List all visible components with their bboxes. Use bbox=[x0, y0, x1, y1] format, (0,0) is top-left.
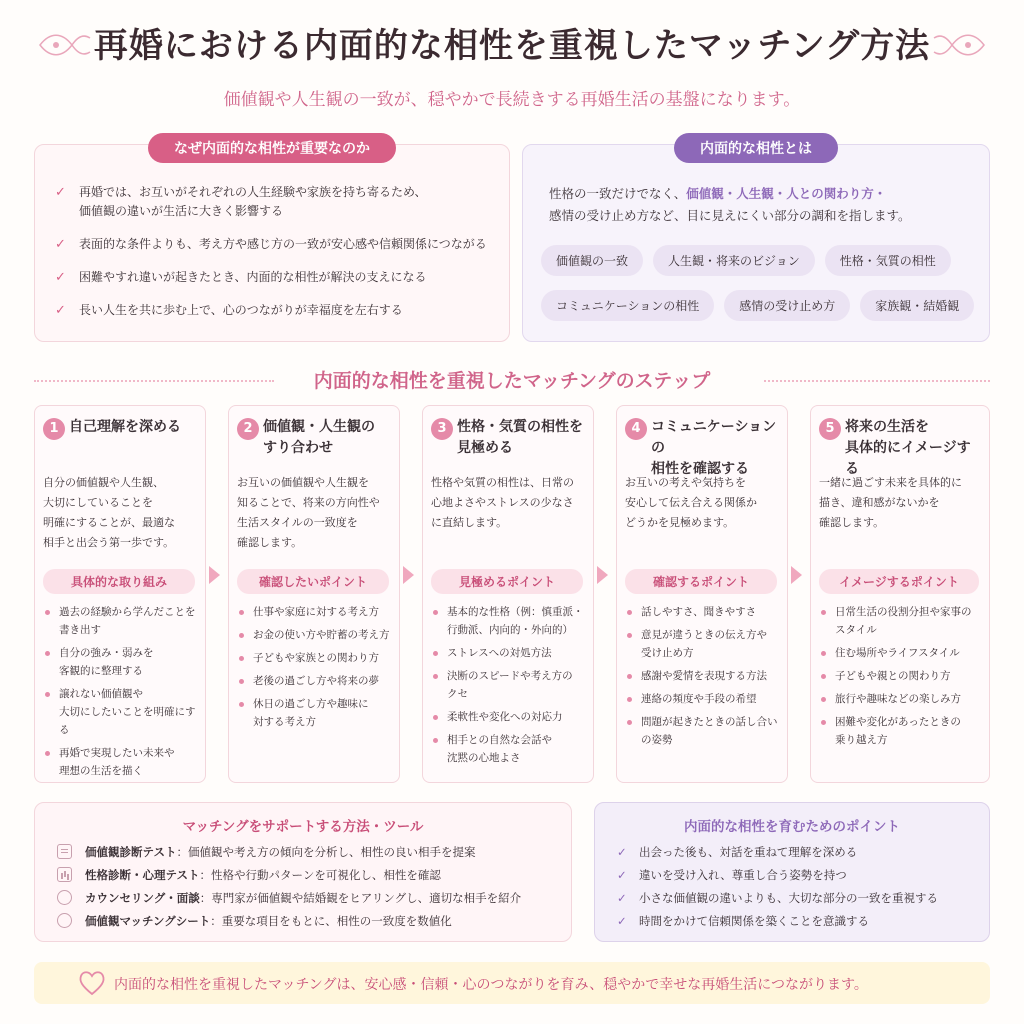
bullet-icon bbox=[239, 679, 244, 684]
arrow-right-icon bbox=[209, 566, 220, 584]
step-list bbox=[625, 603, 783, 754]
step-title: 価値観・人生観の すり合わせ bbox=[263, 419, 375, 456]
step-number-badge: 3 bbox=[431, 418, 453, 440]
step-description: 性格や気質の相性は、日常の 心地よさやストレスの少なさ に直結します。 bbox=[431, 476, 574, 529]
list-item: 話しやすさ、聞きやすさ bbox=[625, 603, 783, 621]
tools-section bbox=[34, 802, 572, 942]
list-item: 価値観診断テスト：価値観や考え方の傾向を分析し、相性の良い相手を提案 bbox=[57, 843, 563, 861]
bullet-icon bbox=[433, 674, 438, 679]
list-item: 子どもや親との関わり方 bbox=[819, 667, 985, 685]
list-item: 住む場所やライフスタイル bbox=[819, 644, 985, 662]
bullet-icon bbox=[821, 610, 826, 615]
list-item: お金の使い方や貯蓄の考え方 bbox=[237, 626, 395, 644]
chart-icon bbox=[57, 867, 72, 882]
list-item: ✓ 小さな価値観の違いよりも、大切な部分の一致を重視する bbox=[617, 891, 938, 905]
check-icon: ✓ bbox=[617, 891, 627, 905]
page-subtitle: 価値観や人生観の一致が、穏やかで長続きする再婚生活の基盤になります。 bbox=[223, 90, 801, 110]
list-item: 連絡の頻度や手段の希望 bbox=[625, 690, 783, 708]
tag-list bbox=[541, 245, 981, 321]
bullet-icon bbox=[821, 674, 826, 679]
step-title: 将来の生活を 具体的にイメージする bbox=[845, 419, 971, 477]
step-number-badge: 4 bbox=[625, 418, 647, 440]
list-item: 柔軟性や変化への対応力 bbox=[431, 708, 589, 726]
bullet-icon bbox=[627, 674, 632, 679]
step-card-2 bbox=[228, 405, 400, 783]
step-subtitle: 確認するポイント bbox=[625, 569, 777, 594]
step-list bbox=[819, 603, 985, 754]
step-list bbox=[43, 603, 201, 785]
list-item: ✓ 違いを受け入れ、尊重し合う姿勢を持つ bbox=[617, 868, 847, 882]
list-item: ✓ 再婚では、お互いがそれぞれの人生経験や家族を持ち寄るため、 価値観の違いが生活に大きく影響する bbox=[55, 185, 427, 218]
points-section bbox=[594, 802, 990, 942]
heart-icon bbox=[78, 970, 106, 996]
bullet-icon bbox=[627, 610, 632, 615]
list-item: 感謝や愛情を表現する方法 bbox=[625, 667, 783, 685]
chat-icon bbox=[57, 890, 72, 905]
check-icon: ✓ bbox=[617, 914, 627, 928]
list-item: 意見が違うときの伝え方や 受け止め方 bbox=[625, 626, 783, 662]
tools-section-title: マッチングをサポートする方法・ツール bbox=[182, 819, 424, 835]
tag-emotion: 感情の受け止め方 bbox=[724, 290, 850, 321]
list-item: 日常生活の役割分担や家事の スタイル bbox=[819, 603, 985, 639]
list-item: 仕事や家庭に対する考え方 bbox=[237, 603, 395, 621]
list-item: 問題が起きたときの話し合い の姿勢 bbox=[625, 713, 783, 749]
list-item: 性格診断・心理テスト：性格や行動パターンを可視化し、相性を確認 bbox=[57, 866, 563, 884]
list-item: 老後の過ごし方や将来の夢 bbox=[237, 672, 395, 690]
list-item: 過去の経験から学んだことを書き出す bbox=[43, 603, 201, 639]
list-item: 譲れない価値観や 大切にしたいことを明確にする bbox=[43, 685, 201, 739]
tools-list bbox=[57, 843, 563, 935]
bullet-icon bbox=[821, 651, 826, 656]
tag-personality: 性格・気質の相性 bbox=[825, 245, 951, 276]
step-title: 自己理解を深める bbox=[69, 419, 181, 435]
step-card-3 bbox=[422, 405, 594, 783]
list-item: 価値観マッチングシート：重要な項目をもとに、相性の一致度を数値化 bbox=[57, 912, 563, 930]
tag-communication: コミュニケーションの相性 bbox=[541, 290, 714, 321]
bullet-icon bbox=[433, 738, 438, 743]
list-item: ✓ 時間をかけて信頼関係を築くことを意識する bbox=[617, 914, 869, 928]
step-card-4 bbox=[616, 405, 788, 783]
step-title: 性格・気質の相性を 見極める bbox=[457, 419, 583, 456]
bullet-icon bbox=[433, 651, 438, 656]
arrow-right-icon bbox=[597, 566, 608, 584]
bullet-icon bbox=[239, 656, 244, 661]
footer-band bbox=[34, 962, 990, 1004]
bullet-icon bbox=[45, 651, 50, 656]
what-highlight: 価値観・人生観・人との関わり方・ bbox=[686, 186, 887, 201]
list-item: 決断のスピードや考え方の クセ bbox=[431, 667, 589, 703]
tag-family-marriage: 家族観・結婚観 bbox=[860, 290, 974, 321]
list-item: ✓ 表面的な条件よりも、考え方や感じ方の一致が安心感や信頼関係につながる bbox=[55, 237, 487, 252]
check-icon: ✓ bbox=[617, 868, 627, 882]
check-icon: ✓ bbox=[55, 303, 66, 318]
step-subtitle: 見極めるポイント bbox=[431, 569, 583, 594]
footer-text: 内面的な相性を重視したマッチングは、安心感・信頼・心のつながりを育み、穏やかで幸せな再婚生活につながります。 bbox=[114, 977, 868, 993]
list-item: 困難や変化があったときの 乗り越え方 bbox=[819, 713, 985, 749]
bullet-icon bbox=[45, 692, 50, 697]
step-title: コミュニケーションの 相性を確認する bbox=[651, 419, 777, 477]
list-item: 子どもや家族との関わり方 bbox=[237, 649, 395, 667]
list-item: ✓ 出会った後も、対話を重ねて理解を深める bbox=[617, 845, 858, 859]
bullet-icon bbox=[433, 610, 438, 615]
bullet-icon bbox=[239, 633, 244, 638]
list-item: 再婚で実現したい未来や 理想の生活を描く bbox=[43, 744, 201, 780]
document-icon bbox=[57, 844, 72, 859]
bullet-icon bbox=[239, 610, 244, 615]
list-item: 自分の強み・弱みを 客観的に整理する bbox=[43, 644, 201, 680]
bullet-icon bbox=[45, 610, 50, 615]
step-card-5 bbox=[810, 405, 990, 783]
check-icon: ✓ bbox=[55, 270, 66, 285]
bullet-icon bbox=[627, 697, 632, 702]
bullet-icon bbox=[821, 697, 826, 702]
list-item: 旅行や趣味などの楽しみ方 bbox=[819, 690, 985, 708]
step-subtitle: イメージするポイント bbox=[819, 569, 979, 594]
bullet-icon bbox=[627, 720, 632, 725]
what-section-title: 内面的な相性とは bbox=[674, 133, 838, 163]
bullet-icon bbox=[45, 751, 50, 756]
points-list bbox=[617, 843, 981, 935]
step-subtitle: 具体的な取り組み bbox=[43, 569, 195, 594]
list-item: ストレスへの対処方法 bbox=[431, 644, 589, 662]
step-number-badge: 5 bbox=[819, 418, 841, 440]
page-header bbox=[0, 18, 1024, 110]
tag-life-vision: 人生観・将来のビジョン bbox=[653, 245, 815, 276]
list-item: カウンセリング・面談：専門家が価値観や結婚観をヒアリングし、適切な相手を紹介 bbox=[57, 889, 563, 907]
check-icon: ✓ bbox=[55, 237, 66, 252]
tag-values: 価値観の一致 bbox=[541, 245, 643, 276]
step-number-badge: 2 bbox=[237, 418, 259, 440]
steps-title: 内面的な相性を重視したマッチングのステップ bbox=[313, 370, 711, 392]
step-list bbox=[237, 603, 395, 736]
arrow-right-icon bbox=[403, 566, 414, 584]
steps-heading bbox=[34, 366, 990, 396]
step-description: お互いの考えや気持ちを 安心して伝え合える関係か どうかを見極めます。 bbox=[625, 476, 757, 529]
why-section bbox=[34, 141, 510, 342]
step-number-badge: 1 bbox=[43, 418, 65, 440]
sheet-icon bbox=[57, 913, 72, 928]
why-list bbox=[55, 183, 497, 334]
step-description: 自分の価値観や人生観、 大切にしていることを 明確にすることが、最適な 相手と出会う第一歩です。 bbox=[43, 476, 175, 549]
bullet-icon bbox=[433, 715, 438, 720]
page-title: 再婚における内面的な相性を重視したマッチング方法 bbox=[93, 26, 931, 66]
check-icon: ✓ bbox=[55, 185, 66, 200]
check-icon: ✓ bbox=[617, 845, 627, 859]
list-item: 相手との自然な会話や 沈黙の心地よさ bbox=[431, 731, 589, 767]
list-item: ✓ 困難やすれ違いが起きたとき、内面的な相性が解決の支えになる bbox=[55, 270, 427, 285]
step-description: 一緒に過ごす未来を具体的に 描き、違和感がないかを 確認します。 bbox=[819, 476, 962, 529]
what-section bbox=[522, 141, 990, 342]
divider bbox=[764, 380, 990, 382]
arrow-right-icon bbox=[791, 566, 802, 584]
step-description: お互いの価値観や人生観を 知ることで、将来の方向性や 生活スタイルの一致度を 確認します。 bbox=[237, 476, 380, 549]
what-description: 性格の一致だけでなく、価値観・人生観・人との関わり方・ 感情の受け止め方など、目に見えにくい部分の調和を指します。 bbox=[549, 186, 911, 223]
step-list bbox=[431, 603, 589, 772]
list-item: ✓ 長い人生を共に歩む上で、心のつながりが幸福度を左右する bbox=[55, 303, 403, 318]
bullet-icon bbox=[627, 633, 632, 638]
step-subtitle: 確認したいポイント bbox=[237, 569, 389, 594]
step-card-1 bbox=[34, 405, 206, 783]
bullet-icon bbox=[821, 720, 826, 725]
why-section-title: なぜ内面的な相性が重要なのか bbox=[148, 133, 396, 163]
bullet-icon bbox=[239, 702, 244, 707]
list-item: 休日の過ごし方や趣味に 対する考え方 bbox=[237, 695, 395, 731]
points-section-title: 内面的な相性を育むためのポイント bbox=[684, 819, 900, 835]
list-item: 基本的な性格（例：慎重派・ 行動派、内向的・外向的） bbox=[431, 603, 589, 639]
